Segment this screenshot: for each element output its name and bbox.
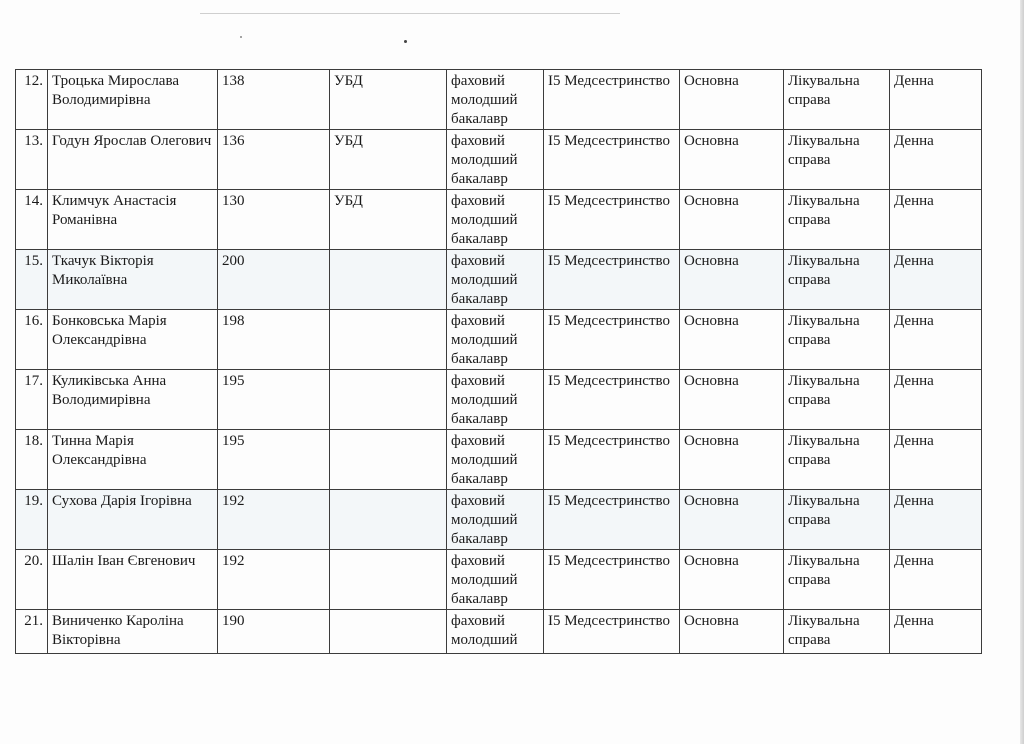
specialty-cell: I5 Медсестринство — [544, 250, 680, 310]
row-number-cell: 16. — [16, 310, 48, 370]
specialty-cell: I5 Медсестринство — [544, 190, 680, 250]
admission-basis-cell: Основна — [680, 190, 784, 250]
row-number-cell: 17. — [16, 370, 48, 430]
study-form-cell: Денна — [890, 370, 982, 430]
specialty-cell: I5 Медсестринство — [544, 610, 680, 654]
applicant-name-cell: Виниченко Кароліна Вікторівна — [48, 610, 218, 654]
applicant-name-cell: Ткачук Вікторія Миколаївна — [48, 250, 218, 310]
admission-basis-cell: Основна — [680, 430, 784, 490]
education-level-cell: фаховий молодший бакалавр — [447, 310, 544, 370]
education-level-cell: фаховий молодший бакалавр — [447, 370, 544, 430]
educational-program-cell: Лікувальна справа — [784, 130, 890, 190]
specialty-cell: I5 Медсестринство — [544, 370, 680, 430]
table-row — [16, 370, 982, 430]
education-level-cell: фаховий молодший — [447, 610, 544, 654]
admission-basis-cell: Основна — [680, 130, 784, 190]
study-form-cell: Денна — [890, 130, 982, 190]
table-row — [16, 610, 982, 654]
scan-artifact-line — [200, 13, 620, 14]
row-number-cell: 14. — [16, 190, 48, 250]
educational-program-cell: Лікувальна справа — [784, 70, 890, 130]
educational-program-cell: Лікувальна справа — [784, 490, 890, 550]
privilege-category-cell — [330, 370, 447, 430]
privilege-category-cell: УБД — [330, 190, 447, 250]
education-level-cell: фаховий молодший бакалавр — [447, 250, 544, 310]
applicant-name-cell: Сухова Дарія Ігорівна — [48, 490, 218, 550]
admission-basis-cell: Основна — [680, 550, 784, 610]
scan-artifact-speck — [240, 36, 242, 38]
educational-program-cell: Лікувальна справа — [784, 310, 890, 370]
admission-basis-cell: Основна — [680, 610, 784, 654]
competitive-score-cell: 192 — [218, 550, 330, 610]
admission-basis-cell: Основна — [680, 310, 784, 370]
educational-program-cell: Лікувальна справа — [784, 430, 890, 490]
table-row — [16, 190, 982, 250]
specialty-cell: I5 Медсестринство — [544, 310, 680, 370]
row-number-cell: 18. — [16, 430, 48, 490]
page-edge-shadow — [1020, 0, 1024, 744]
row-number-cell: 12. — [16, 70, 48, 130]
privilege-category-cell: УБД — [330, 130, 447, 190]
study-form-cell: Денна — [890, 550, 982, 610]
study-form-cell: Денна — [890, 190, 982, 250]
specialty-cell: I5 Медсестринство — [544, 70, 680, 130]
applicant-name-cell: Годун Ярослав Олегович — [48, 130, 218, 190]
competitive-score-cell: 136 — [218, 130, 330, 190]
admission-basis-cell: Основна — [680, 490, 784, 550]
specialty-cell: I5 Медсестринство — [544, 430, 680, 490]
competitive-score-cell: 195 — [218, 430, 330, 490]
applicants-table — [15, 69, 982, 654]
table-body — [16, 70, 982, 654]
admission-basis-cell: Основна — [680, 370, 784, 430]
specialty-cell: I5 Медсестринство — [544, 130, 680, 190]
education-level-cell: фаховий молодший бакалавр — [447, 490, 544, 550]
table-row — [16, 250, 982, 310]
privilege-category-cell — [330, 310, 447, 370]
table-row — [16, 430, 982, 490]
specialty-cell: I5 Медсестринство — [544, 490, 680, 550]
scan-artifact-speck — [404, 40, 407, 43]
study-form-cell: Денна — [890, 490, 982, 550]
educational-program-cell: Лікувальна справа — [784, 370, 890, 430]
study-form-cell: Денна — [890, 70, 982, 130]
applicant-name-cell: Бонковська Марія Олександрівна — [48, 310, 218, 370]
education-level-cell: фаховий молодший бакалавр — [447, 130, 544, 190]
education-level-cell: фаховий молодший бакалавр — [447, 190, 544, 250]
row-number-cell: 15. — [16, 250, 48, 310]
competitive-score-cell: 198 — [218, 310, 330, 370]
privilege-category-cell: УБД — [330, 70, 447, 130]
specialty-cell: I5 Медсестринство — [544, 550, 680, 610]
admission-basis-cell: Основна — [680, 70, 784, 130]
table-row — [16, 550, 982, 610]
table-row — [16, 490, 982, 550]
table-row — [16, 310, 982, 370]
educational-program-cell: Лікувальна справа — [784, 610, 890, 654]
privilege-category-cell — [330, 250, 447, 310]
privilege-category-cell — [330, 490, 447, 550]
study-form-cell: Денна — [890, 610, 982, 654]
educational-program-cell: Лікувальна справа — [784, 190, 890, 250]
competitive-score-cell: 138 — [218, 70, 330, 130]
row-number-cell: 20. — [16, 550, 48, 610]
study-form-cell: Денна — [890, 430, 982, 490]
education-level-cell: фаховий молодший бакалавр — [447, 70, 544, 130]
study-form-cell: Денна — [890, 250, 982, 310]
privilege-category-cell — [330, 430, 447, 490]
applicant-name-cell: Тинна Марія Олександрівна — [48, 430, 218, 490]
educational-program-cell: Лікувальна справа — [784, 250, 890, 310]
applicant-name-cell: Шалін Іван Євгенович — [48, 550, 218, 610]
applicant-name-cell: Климчук Анастасія Романівна — [48, 190, 218, 250]
privilege-category-cell — [330, 610, 447, 654]
table-row — [16, 130, 982, 190]
admission-basis-cell: Основна — [680, 250, 784, 310]
competitive-score-cell: 192 — [218, 490, 330, 550]
table-row — [16, 70, 982, 130]
competitive-score-cell: 200 — [218, 250, 330, 310]
applicant-name-cell: Куликівська Анна Володимирівна — [48, 370, 218, 430]
education-level-cell: фаховий молодший бакалавр — [447, 550, 544, 610]
education-level-cell: фаховий молодший бакалавр — [447, 430, 544, 490]
competitive-score-cell: 130 — [218, 190, 330, 250]
row-number-cell: 19. — [16, 490, 48, 550]
row-number-cell: 13. — [16, 130, 48, 190]
educational-program-cell: Лікувальна справа — [784, 550, 890, 610]
row-number-cell: 21. — [16, 610, 48, 654]
applicant-name-cell: Троцька Мирослава Володимирівна — [48, 70, 218, 130]
privilege-category-cell — [330, 550, 447, 610]
study-form-cell: Денна — [890, 310, 982, 370]
competitive-score-cell: 195 — [218, 370, 330, 430]
competitive-score-cell: 190 — [218, 610, 330, 654]
